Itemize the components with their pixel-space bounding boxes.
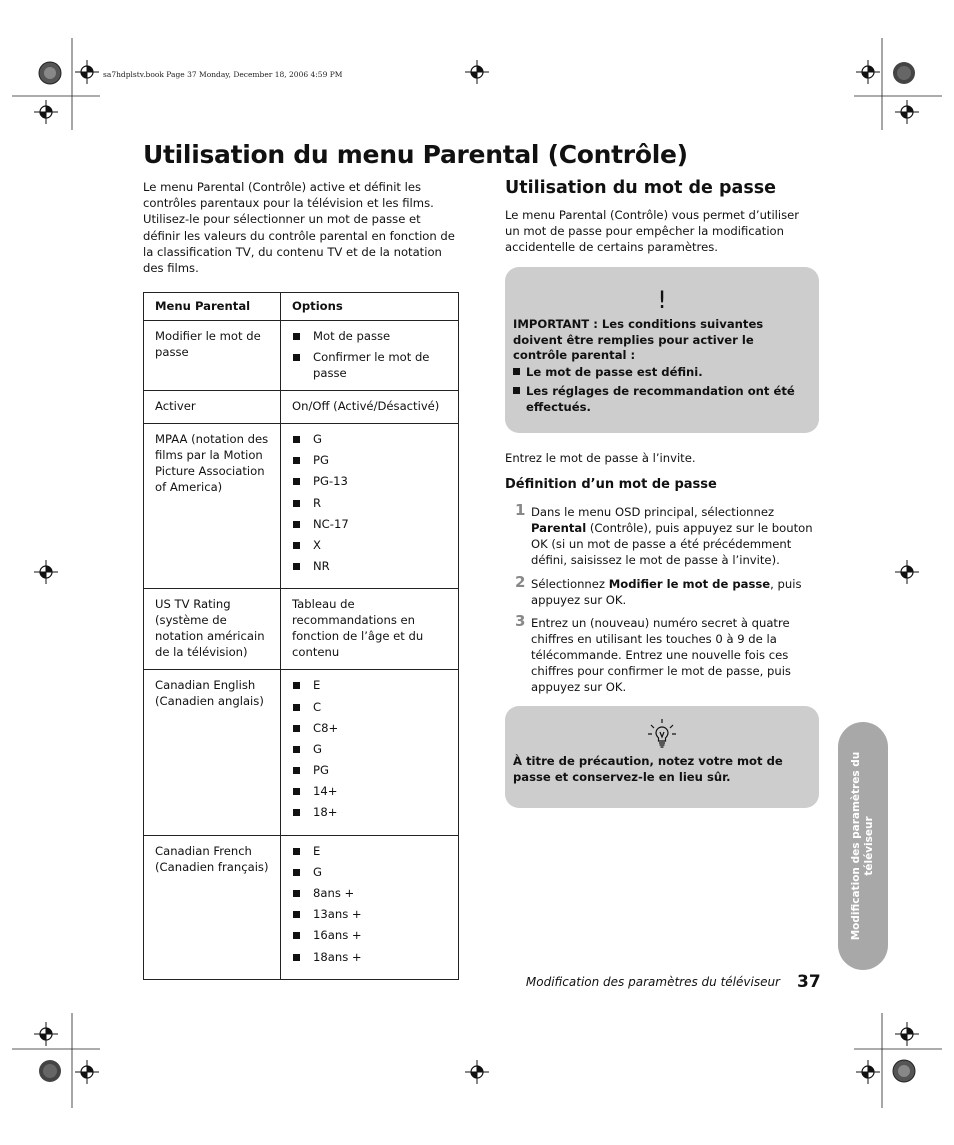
- table-cell-options: Tableau de recommandations en fonction de l’âge et du contenu: [281, 589, 459, 670]
- step-number: 1: [515, 501, 526, 519]
- important-lead: IMPORTANT : Les conditions suivantes doivent être remplies pour activer le contrôle parental :: [513, 317, 764, 362]
- list-item: 16ans +: [292, 927, 447, 943]
- table-cell-options: On/Off (Activé/Désactivé): [281, 391, 459, 424]
- step-text-bold: Modifier le mot de passe: [608, 577, 771, 591]
- list-item: C: [292, 699, 447, 715]
- table-cell-menu: Activer: [144, 391, 281, 424]
- prompt-text: Entrez le mot de passe à l’invite.: [505, 451, 696, 465]
- step-text: (Contrôle), puis appuyez sur le bouton OK (si un mot de passe a été précédemment défini, saisissez le mot de passe à l’invite).: [531, 521, 813, 567]
- tip-text: À titre de précaution, notez votre mot de passe et conservez-le en lieu sûr.: [513, 754, 783, 784]
- list-item: PG: [292, 762, 447, 778]
- list-item: 13ans +: [292, 906, 447, 922]
- intro-paragraph: Le menu Parental (Contrôle) active et définit les contrôles parentaux pour la télévision et les films. Utilisez-le pour sélectionner un mot de passe et définir les valeurs du contrôle parental en fonction de la classification TV, du contenu TV et de la notation des films.: [143, 180, 455, 276]
- registration-mark-icon: [465, 60, 489, 84]
- list-item: PG: [292, 452, 447, 468]
- table-cell-menu: Canadian English (Canadien anglais): [144, 670, 281, 835]
- side-tab-line: téléviseur: [863, 816, 875, 876]
- color-dot-icon: [38, 61, 62, 85]
- registration-mark-icon: [34, 1022, 58, 1046]
- step-number: 3: [515, 612, 526, 630]
- page-title: Utilisation du menu Parental (Contrôle): [143, 140, 688, 169]
- table-cell-menu: Modifier le mot de passe: [144, 321, 281, 391]
- step-text: , puis appuyez sur OK.: [531, 577, 802, 607]
- list-item: G: [292, 864, 447, 880]
- list-item: 18+: [292, 804, 447, 820]
- important-item-text: Le mot de passe est défini.: [526, 364, 703, 379]
- table-header-menu: Menu Parental: [144, 293, 281, 321]
- step-text: Sélectionnez: [531, 577, 609, 591]
- table-cell-menu: US TV Rating (système de notation américain de la télévision): [144, 589, 281, 670]
- section-paragraph: Le menu Parental (Contrôle) vous permet d’utiliser un mot de passe pour empêcher la modification accidentelle de certains paramètres.: [505, 208, 800, 254]
- list-item: G: [292, 741, 447, 757]
- list-item: 14+: [292, 783, 447, 799]
- list-item: X: [292, 537, 447, 553]
- list-item: E: [292, 677, 447, 693]
- list-item: 18ans +: [292, 949, 447, 965]
- color-dot-icon: [892, 1059, 916, 1083]
- step-text-bold: Parental: [531, 521, 587, 535]
- registration-mark-icon: [856, 1060, 880, 1084]
- list-item: NC-17: [292, 516, 447, 532]
- registration-mark-icon: [75, 60, 99, 84]
- color-dot-icon: [892, 61, 916, 85]
- registration-mark-icon: [895, 560, 919, 584]
- registration-mark-icon: [75, 1060, 99, 1084]
- color-dot-icon: [38, 1059, 62, 1083]
- step-text: Dans le menu OSD principal, sélectionnez: [531, 505, 775, 519]
- list-item: Confirmer le mot de passe: [292, 349, 447, 381]
- table-header-options: Options: [281, 293, 459, 321]
- registration-mark-icon: [895, 100, 919, 124]
- list-item: E: [292, 843, 447, 859]
- footer-label: Modification des paramètres du téléviseur: [525, 975, 780, 989]
- registration-mark-icon: [895, 1022, 919, 1046]
- page-number: 37: [797, 972, 821, 992]
- registration-mark-icon: [465, 1060, 489, 1084]
- list-item: NR: [292, 558, 447, 574]
- list-item: C8+: [292, 720, 447, 736]
- registration-mark-icon: [34, 100, 58, 124]
- step-number: 2: [515, 573, 526, 591]
- print-header: sa7hdplstv.book Page 37 Monday, December 18, 2006 4:59 PM: [103, 70, 343, 79]
- registration-mark-icon: [856, 60, 880, 84]
- exclamation-icon: !: [657, 286, 667, 314]
- list-item: Mot de passe: [292, 328, 447, 344]
- registration-mark-icon: [34, 560, 58, 584]
- table-cell-menu: MPAA (notation des films par la Motion Picture Association of America): [144, 424, 281, 589]
- side-tab-line: Modification des paramètres du: [850, 751, 862, 941]
- step-text: Entrez un (nouveau) numéro secret à quatre chiffres en utilisant les touches 0 à 9 de la télécommande. Entrez une nouvelle fois ces chiffres pour confirmer le mot de passe, puis appuyez sur OK.: [531, 616, 791, 694]
- section-heading: Utilisation du mot de passe: [505, 178, 777, 198]
- important-item-text: Les réglages de recommandation ont été effectués.: [526, 384, 795, 414]
- subheading: Définition d’un mot de passe: [505, 477, 717, 492]
- list-item: R: [292, 495, 447, 511]
- table-cell-menu: Canadian French (Canadien français): [144, 835, 281, 979]
- list-item: 8ans +: [292, 885, 447, 901]
- list-item: PG-13: [292, 473, 447, 489]
- list-item: G: [292, 431, 447, 447]
